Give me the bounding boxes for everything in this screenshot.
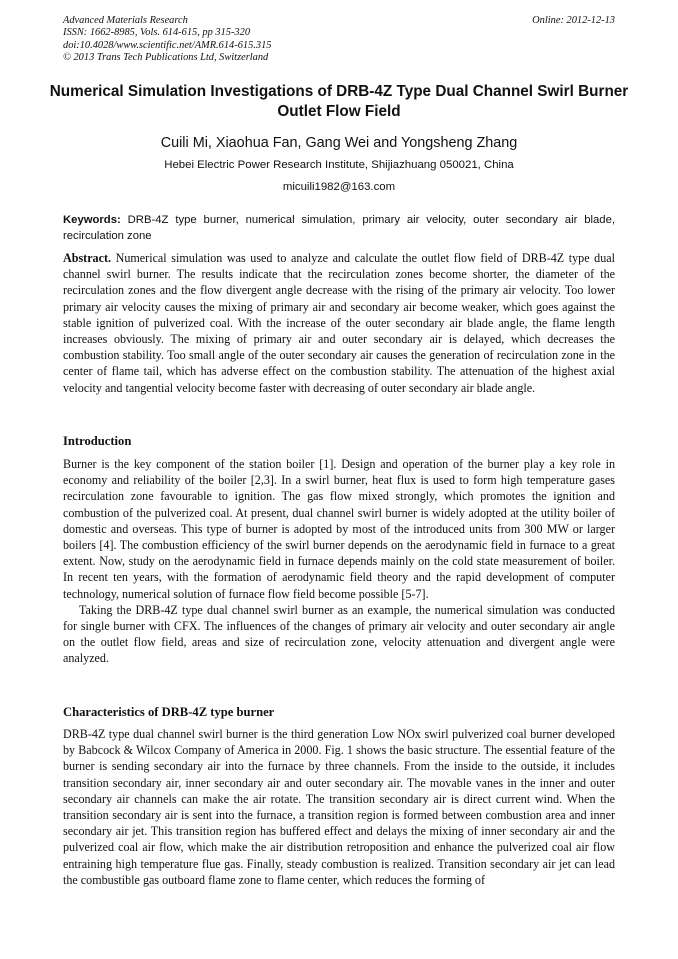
introduction-paragraph-1: Burner is the key component of the station boiler [1]. Design and operation of the burner play a key role in economy and reliability of the boiler [2,3]. In a swirl burner, heat flux is used to form high temperature gases recirculation zone favourable to ignition. The gas flow mixed strongly, which promotes the ignition and combustion of the pulverized coal. At present, dual channel swirl burner is widely adopted at the utility boiler of domestic and overseas. This type of burner is adopted by most of the introduced units from 300 MW or larger boilers [4]. The combustion efficiency of the swirl burner depends on the aerodynamic field in furnace to a great extent. Now, study on the aerodynamic field in furnace depends mainly on the cold state measurement of boiler. In recent ten years, with the formation of aerodynamic field theory and the rapid development of computer technology, numerical solution of furnace flow field become possible [5-7]. [63,457,615,601]
abstract-label: Abstract. [63,251,112,265]
journal-name: Advanced Materials Research [63,15,188,26]
copyright-line: © 2013 Trans Tech Publications Ltd, Switzerland [63,52,269,64]
characteristics-paragraph-1: DRB-4Z type dual channel swirl burner is the third generation Low NOx swirl pulverized coal burner developed by Babcock & Wilcox Company of America in 2000. Fig. 1 shows the basic structure. The essential feature of the burner is sending secondary air into the furnace by three channels. From the inside to the outside, it includes transition secondary air, inner secondary air and outer secondary air. The movable vanes in the inner and outer secondary air channels can make the air rotate. The transition secondary air is direct current wind. When the transition secondary air is sent into the furnace, a transition region is formed between combustion area and inner secondary air jet. This transition region has buffered effect and delays the mixing of inner secondary air and the pulverized coal air flow, which make the air distribution retroposition and enhance the pulverized coal air flow entraining high temperature flue gas. Finally, steady combustion is realized. Transition secondary air jet can lead the combustible gas outboard flame zone to flame center, which reduces the forming of [63,727,615,887]
author-email: micuili1982@163.com [282,181,396,193]
issn-line: ISSN: 1662-8985, Vols. 614-615, pp 315-320 [63,27,251,39]
keywords-label: Keywords: [63,214,121,226]
online-date: Online: 2012-12-13 [532,15,615,26]
abstract-text: Numerical simulation was used to analyze and calculate the outlet flow field of DRB-4Z type dual channel swirl burner. The results indicate that the recirculation zones become shorter, the diameter of the recirculation zones and the flow divergent angle decrease with the rising of the primary air velocity. Too lower primary air velocity causes the mixing of primary air and secondary air become weaker, which goes against the stable ignition of pulverized coal. With the increase of the outer secondary air blade angle, the flame length increases obviously. The mixing of primary air and outer secondary air is delayed, which decreases the combustion stability. Too small angle of the outer secondary air causes the generation of recirculation zone in the center of flame tail, which has adverse effect on the combustion stability. The attenuation of the highest axial velocity and tangential velocity become faster with decreasing of outer secondary air blade angle. [63,251,615,395]
paper-title: Numerical Simulation Investigations of DRB-4Z Type Dual Channel Swirl Burner Outlet Flow Field [49,83,629,120]
abstract-block [63,250,615,396]
keywords-text: DRB-4Z type burner, numerical simulation, primary air velocity, outer secondary air blade, recirculation zone [63,214,615,242]
journal-header [63,15,271,65]
paper-affiliation: Hebei Electric Power Research Institute, Shijiazhuang 050021, China [164,159,514,171]
characteristics-section [63,726,615,888]
introduction-paragraph-2: Taking the DRB-4Z type dual channel swirl burner as an example, the numerical simulation was conducted for single burner with CFX. The influences of the changes of primary air velocity and outer secondary air angle on the outlet flow field, areas and size of recirculation zone, velocity attenuation and divergent angle were analyzed. [63,602,615,666]
introduction-section [63,456,615,667]
doi-line: doi:10.4028/www.scientific.net/AMR.614-615.315 [63,39,272,51]
keywords-block [63,213,615,244]
paper-authors: Cuili Mi, Xiaohua Fan, Gang Wei and Yongsheng Zhang [160,135,518,151]
introduction-heading: Introduction [63,434,132,448]
characteristics-heading: Characteristics of DRB-4Z type burner [63,705,275,719]
